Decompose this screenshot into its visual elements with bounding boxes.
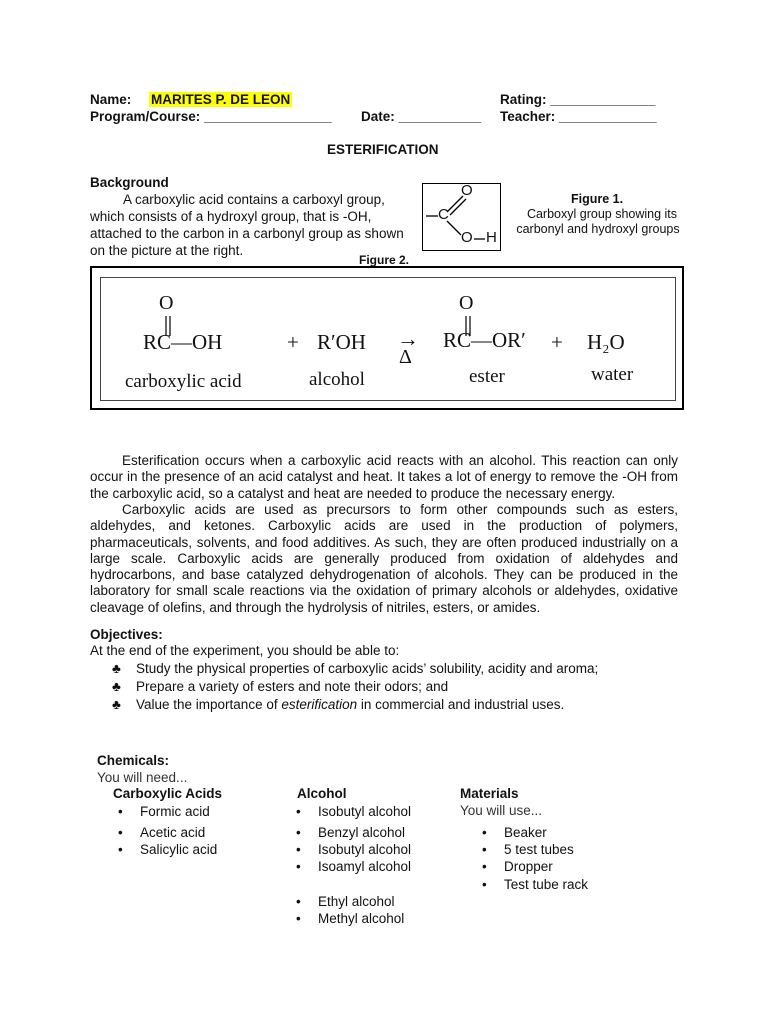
objectives-intro: At the end of the experiment, you should be able to: xyxy=(90,643,400,658)
rating-field: Rating: ______________ xyxy=(500,92,656,107)
list-item xyxy=(296,824,405,841)
material-item-text: 5 test tubes xyxy=(504,842,574,857)
club-bullet-icon: ♣ xyxy=(112,697,121,712)
material-item-text: Dropper xyxy=(504,859,553,874)
bullet-icon: • xyxy=(482,842,487,857)
alcohol-item-text: Methyl alcohol xyxy=(318,911,405,926)
objective-text-3-pre: Value the importance of xyxy=(136,697,282,712)
alcohol-label: alcohol xyxy=(309,369,365,390)
background-heading: Background xyxy=(90,175,169,190)
bullet-icon: • xyxy=(296,842,301,857)
list-item xyxy=(482,841,574,858)
alcohol-item-text: Ethyl alcohol xyxy=(318,894,395,909)
name-label: Name: xyxy=(90,92,132,107)
atom-c: C xyxy=(438,206,449,223)
figure1-label: Figure 1. xyxy=(571,192,624,206)
atom-h: H xyxy=(486,229,497,246)
atom-o-bottom: O xyxy=(461,229,473,246)
list-item xyxy=(482,824,547,841)
paragraph-carboxylic-acids: Carboxylic acids are used as precursors to form other compounds such as esters, aldehydes, and ketones. Carboxylic acids are used in the production of polymers, pharmaceuticals, solvents, and food additives. As such, they are often produced industrially on a large scale. Carboxylic acids are generally produced from oxidation of aldehydes and hydrocarbons, and base catalyzed dehydrogenation of alcohols. They can be produced in the laboratory for small scale reactions via the oxidation of primary alcohols or aldehydes, oxidative cleavage of olefins, and through the hydrolysis of nitriles, esters, or amides. xyxy=(90,502,678,615)
plus-sign-2: + xyxy=(551,330,563,354)
objectives-heading: Objectives: xyxy=(90,627,163,642)
objective-item-1 xyxy=(112,660,598,678)
list-item xyxy=(296,893,395,910)
bullet-icon: • xyxy=(482,859,487,874)
list-item xyxy=(296,910,404,927)
ester-formula: RC—OR′ xyxy=(443,328,526,352)
carboxylic-acids-heading: Carboxylic Acids xyxy=(113,786,223,801)
alcohol-item-text: Benzyl alcohol xyxy=(318,825,406,840)
alcohol-item-text: Isobutyl alcohol xyxy=(318,842,412,857)
objective-text-3-emphasis: esterification xyxy=(281,697,358,712)
alcohol-heading: Alcohol xyxy=(297,786,347,801)
single-bond-line xyxy=(447,221,461,235)
bullet-icon: • xyxy=(296,894,301,909)
list-item xyxy=(118,824,205,841)
objective-item-2 xyxy=(112,678,448,696)
bullet-icon: • xyxy=(296,911,301,926)
bullet-icon: • xyxy=(482,877,487,892)
esterification-reaction-diagram xyxy=(100,277,676,401)
list-item xyxy=(296,841,411,858)
figure1-structure xyxy=(422,183,501,251)
carboxylic-acid-label: carboxylic acid xyxy=(125,371,242,392)
ester-label: ester xyxy=(469,366,505,387)
figure1-caption-line1: Carboxyl group showing its xyxy=(526,207,678,221)
materials-subheading: You will use... xyxy=(460,803,543,818)
teacher-field: Teacher: _____________ xyxy=(500,109,657,124)
water-label: water xyxy=(591,364,634,385)
list-item xyxy=(296,803,411,820)
club-bullet-icon: ♣ xyxy=(112,679,121,694)
figure2-label: Figure 2. xyxy=(359,253,410,267)
plus-sign-1: + xyxy=(287,330,299,354)
background-line2: which consists of a hydroxyl group, that is -OH, xyxy=(90,209,372,224)
acid-item-text: Formic acid xyxy=(140,804,210,819)
objective-text-1: Study the physical properties of carboxylic acids’ solubility, acidity and aroma; xyxy=(136,661,599,676)
alcohol-item-text: Isobutyl alcohol xyxy=(318,804,412,819)
list-item xyxy=(296,858,411,875)
bullet-icon: • xyxy=(482,825,487,840)
alcohol-item-text: Isoamyl alcohol xyxy=(318,859,412,874)
water-formula: H₂O xyxy=(587,330,625,354)
bullet-icon: • xyxy=(296,825,301,840)
bullet-icon: • xyxy=(296,804,301,819)
program-course-field: Program/Course: _________________ xyxy=(90,109,332,124)
list-item xyxy=(118,841,217,858)
material-item-text: Test tube rack xyxy=(504,877,589,892)
materials-heading: Materials xyxy=(460,786,519,801)
list-item xyxy=(482,876,588,893)
name-value: MARITES P. DE LEON xyxy=(151,92,291,107)
objective-item-3 xyxy=(112,696,564,714)
figure2-frame xyxy=(90,266,684,410)
chemicals-subheading: You will need... xyxy=(97,770,188,785)
acid-item-text: Acetic acid xyxy=(140,825,206,840)
objective-text-3-post: in commercial and industrial uses. xyxy=(357,697,565,712)
carbonyl-o-acid: O xyxy=(159,292,174,314)
figure1-caption-line2: carbonyl and hydroxyl groups xyxy=(516,222,680,236)
list-item xyxy=(482,858,553,875)
paragraph-esterification: Esterification occurs when a carboxylic acid reacts with an alcohol. This reaction can only occur in the presence of an acid catalyst and heat. It takes a lot of energy to remove the -OH from the carboxylic acid, so a catalyst and heat are needed to produce the necessary energy. xyxy=(90,453,678,501)
objective-text-2: Prepare a variety of esters and note their odors; and xyxy=(136,679,449,694)
acid-item-text: Salicylic acid xyxy=(140,842,218,857)
bullet-icon: • xyxy=(296,859,301,874)
page-title: ESTERIFICATION xyxy=(327,142,439,157)
heat-delta: Δ xyxy=(399,346,412,368)
reaction-arrow: → xyxy=(397,326,419,351)
background-line1: A carboxylic acid contains a carboxyl group, xyxy=(123,192,385,207)
atom-o-top: O xyxy=(461,182,473,199)
alcohol-formula: R′OH xyxy=(317,330,366,354)
bullet-icon: • xyxy=(118,842,123,857)
carbonyl-o-ester: O xyxy=(459,292,474,314)
background-line3: attached to the carbon in a carbonyl group as shown xyxy=(90,226,404,241)
bullet-icon: • xyxy=(118,804,123,819)
chemicals-heading: Chemicals: xyxy=(97,753,170,768)
acid-formula: RC—OH xyxy=(143,330,223,354)
background-line4: on the picture at the right. xyxy=(90,243,244,258)
club-bullet-icon: ♣ xyxy=(112,661,121,676)
list-item xyxy=(118,803,210,820)
material-item-text: Beaker xyxy=(504,825,547,840)
bullet-icon: • xyxy=(118,825,123,840)
date-field: Date: ___________ xyxy=(361,109,482,124)
